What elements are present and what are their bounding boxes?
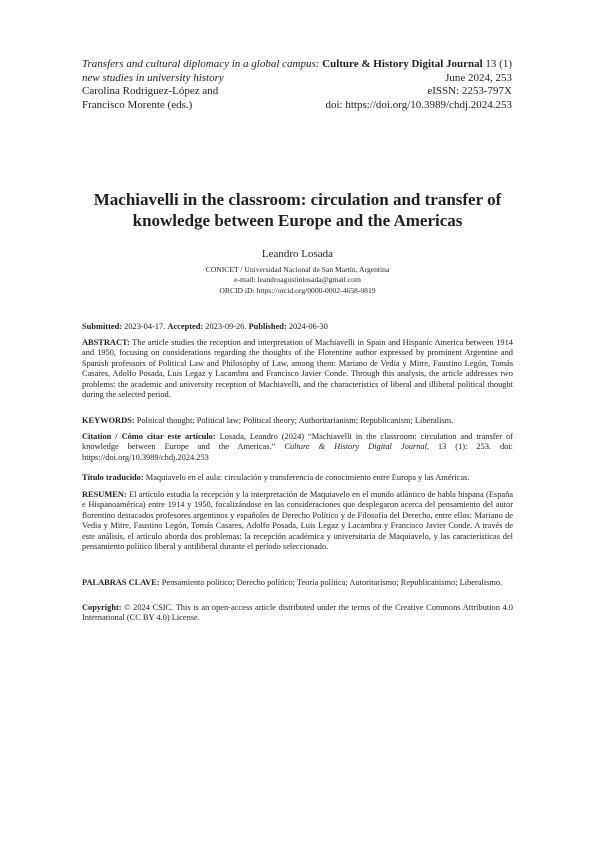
copyright [82, 603, 513, 624]
palabras-clave-label: PALABRAS CLAVE: [82, 578, 160, 587]
copyright-text: © 2024 CSIC. This is an open-access article distributed under the terms of the Creative Commons Attribution 4.0 International (CC BY 4.0) License. [82, 603, 513, 623]
author-affiliation-block [0, 265, 595, 296]
journal-name: Culture & History Digital Journal [322, 58, 483, 70]
article-title: Machiavelli in the classroom: circulation and transfer of knowledge between Europe and the Americas [93, 190, 502, 230]
palabras-clave-text: Pensamiento político; Derecho político; Teoría política; Autoritarismo; Republicanismo; Liberalismo. [159, 578, 503, 587]
citation-journal: Culture & History Digital Journal, [284, 442, 429, 452]
resumen [82, 490, 513, 552]
published-label: Published: [248, 322, 287, 331]
accepted-date: 2023-09-26. [203, 322, 249, 331]
author-email[interactable]: e-mail: leandroagustinlosada@gmail.com [234, 275, 361, 285]
published-date: 2024-06-30 [286, 322, 328, 331]
author-orcid[interactable]: ORCID iD: https://orcid.org/0000-0002-4658-0819 [219, 285, 376, 295]
journal-date-page: June 2024, 253 [445, 71, 512, 84]
citation [82, 432, 513, 463]
copyright-label: Copyright: [82, 603, 122, 612]
citation-text-b: 13 (1): 253. doi: https://doi.org/10.3989/chdj.2024.253 [82, 442, 513, 462]
journal-header [272, 58, 512, 112]
abstract-text: The article studies the reception and interpretation of Machiavelli in Spain and Hispanic America between 1914 and 1950, focusing on considerations regarding the thoughts of the Florentine author expressed by prominent Argentine and Spanish professors of Political Law and Philosophy of Law, among them: Mariano de Vedia y Mitre, Faustino Legón, Tomás Casares, Adolfo Posada, Luis Legaz y Lacambra and Francisco Javier Conde. Through this analysis, the article addresses two problems: the academic and university reception of Machiavelli, and the characteristics of liberal and illiberal political thought during the selected period. [82, 338, 513, 400]
keywords [82, 416, 513, 426]
author-affiliation: CONICET / Universidad Nacional de San Martín, Argentina [205, 265, 390, 274]
keywords-label: KEYWORDS: [82, 416, 135, 425]
resumen-label: RESUMEN: [82, 490, 127, 499]
keywords-text: Political thought; Political law; Political theory; Authoritarianism; Republicanism; Liberalism. [134, 416, 454, 425]
submitted-label: Submitted: [82, 322, 123, 331]
resumen-text: El artículo estudia la recepción y la interpretación de Maquiavelo en el mundo atlántico de habla hispana (España e Hispanoamérica) entre 1914 y 1950, focalizándose en las consideraciones que desplegaron acerca del pensamiento del autor florentino destacados profesores argentinos y españoles de Derecho Político y de Filosofía del Derecho, entre ellos: Mariano de Vedia y Mitre, Faustino Legón, Tomás Casares, Adolfo Posada, Luis Legaz y Lacambra y Francisco Javier Conde. A través de este análisis, el artículo aborda dos problemas: la recepción académica y universitaria de Maquiavelo, y las características del pensamiento político liberal y antiliberal durante el período seleccionado. [82, 490, 513, 552]
author-name: Leandro Losada [261, 248, 334, 260]
journal-eissn: eISSN: 2253-797X [427, 85, 512, 98]
accepted-label: Accepted: [167, 322, 204, 331]
journal-issue: 13 (1) [482, 58, 512, 70]
abstract-label: ABSTRACT: [82, 338, 130, 347]
translated-title-label: Título traducido: [82, 473, 144, 482]
book-title: Transfers and cultural diplomacy in a global campus: new studies in university history [82, 58, 320, 84]
citation-label: Citation / Cómo citar este artículo: [82, 432, 216, 441]
submitted-date: 2023-04-17. [122, 322, 168, 331]
journal-doi[interactable]: doi: https://doi.org/10.3989/chdj.2024.253 [325, 98, 512, 111]
publication-dates [82, 322, 513, 332]
translated-title-text: Maquiavelo en el aula: circulación y transferencia de conocimiento entre Europa y las Américas. [143, 473, 470, 482]
translated-title [82, 473, 513, 483]
editors-line-2: Francisco Morente (eds.) [82, 98, 193, 111]
citation-text-a: Losada, Leandro (2024) “Machiavelli in the classroom: circulation and transfer of knowledge between Europe and the Americas.” [82, 432, 513, 452]
abstract [82, 338, 513, 400]
editors-line-1: Carolina Rodríguez-López and [82, 85, 219, 98]
palabras-clave [82, 578, 513, 588]
